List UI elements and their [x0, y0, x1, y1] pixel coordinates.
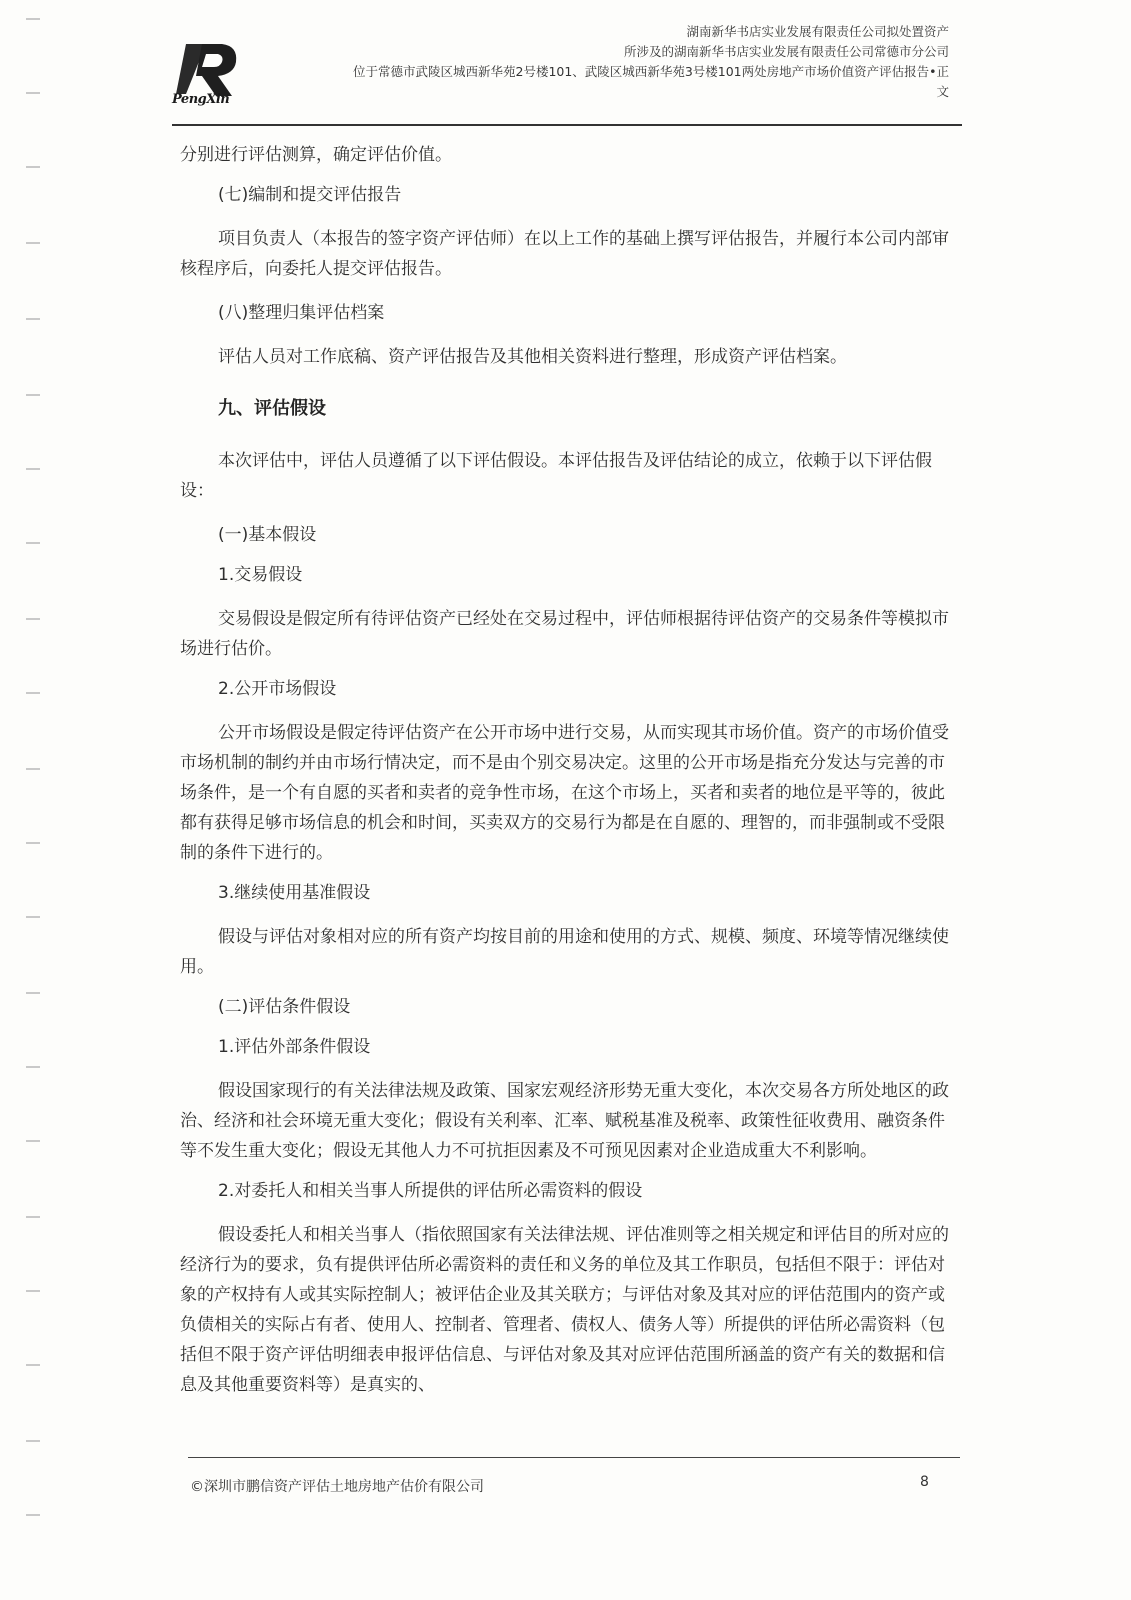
- subheading: (二)评估条件假设: [218, 997, 351, 1017]
- subheading: 1.评估外部条件假设: [218, 1037, 371, 1057]
- paragraph: 公开市场假设是假定待评估资产在公开市场中进行交易，从而实现其市场价值。资产的市场价值受市场机制的制约并由市场行情决定，而不是由个别交易决定。这里的公开市场是指充分发达与完善的市场条件，是一个有自愿的买者和卖者的竞争性市场，在这个市场上，买者和卖者的地位是平等的，彼此都有获得足够市场信息的机会和时间，买卖双方的交易行为都是在自愿的、理智的，而非强制或不受限制的条件下进行的。: [180, 723, 949, 863]
- subheading: 2.对委托人和相关当事人所提供的评估所必需资料的假设: [218, 1181, 643, 1201]
- paragraph: 假设委托人和相关当事人（指依照国家有关法律法规、评估准则等之相关规定和评估目的所对应的经济行为的要求，负有提供评估所必需资料的责任和义务的单位及其工作职员，包括但不限于：评估对象的产权持有人或其实际控制人；被评估企业及其关联方；与评估对象及其对应的评估范围内的资产或负债相关的实际占有者、使用人、控制者、管理者、债权人、债务人等）所提供的评估所必需资料（包括但不限于资产评估明细表申报评估信息、与评估对象及其对应评估范围所涵盖的资产有关的数据和信息及其他重要资料等）是真实的、: [180, 1225, 949, 1395]
- subheading: (一)基本假设: [218, 525, 317, 545]
- section-title: 九、评估假设: [218, 398, 326, 419]
- header-line-1: 湖南新华书店实业发展有限责任公司拟处置资产: [686, 24, 949, 39]
- footer-company: ©深圳市鹏信资产评估土地房地产估价有限公司: [190, 1479, 484, 1495]
- paragraph: 项目负责人（本报告的签字资产评估师）在以上工作的基础上撰写评估报告，并履行本公司内部审核程序后，向委托人提交评估报告。: [180, 229, 949, 279]
- logo-wordmark: PengXin: [172, 92, 230, 107]
- header-line-2: 所涉及的湖南新华书店实业发展有限责任公司常德市分公司: [623, 44, 949, 59]
- paragraph: 评估人员对工作底稿、资产评估报告及其他相关资料进行整理，形成资产评估档案。: [218, 347, 847, 367]
- paragraph: 假设国家现行的有关法律法规及政策、国家宏观经济形势无重大变化，本次交易各方所处地区的政治、经济和社会环境无重大变化；假设有关利率、汇率、赋税基准及税率、政策性征收费用、融资条件等不发生重大变化；假设无其他人力不可抗拒因素及不可预见因素对企业造成重大不利影响。: [180, 1081, 949, 1161]
- subheading: 3.继续使用基准假设: [218, 883, 371, 903]
- page-number: 8: [920, 1474, 929, 1490]
- header-line-3: 位于常德市武陵区城西新华苑2号楼101、武陵区城西新华苑3号楼101两处房地产市场价值资产评估报告•正: [353, 64, 949, 79]
- footer-divider: [188, 1457, 960, 1458]
- header-divider: [172, 124, 962, 126]
- report-body: [180, 140, 960, 1400]
- subheading: 2.公开市场假设: [218, 679, 337, 699]
- paragraph: 分别进行评估测算，确定评估价值。: [180, 145, 452, 165]
- paragraph: 假设与评估对象相对应的所有资产均按目前的用途和使用的方式、规模、频度、环境等情况继续使用。: [180, 927, 949, 977]
- paragraph: 交易假设是假定所有待评估资产已经处在交易过程中，评估师根据待评估资产的交易条件等模拟市场进行估价。: [180, 609, 949, 659]
- paragraph: 本次评估中，评估人员遵循了以下评估假设。本评估报告及评估结论的成立，依赖于以下评估假设：: [180, 451, 932, 501]
- report-header: [249, 22, 949, 102]
- subheading: (八)整理归集评估档案: [218, 303, 385, 323]
- header-line-4: 文: [936, 84, 949, 99]
- subheading: (七)编制和提交评估报告: [218, 185, 402, 205]
- subheading: 1.交易假设: [218, 565, 303, 585]
